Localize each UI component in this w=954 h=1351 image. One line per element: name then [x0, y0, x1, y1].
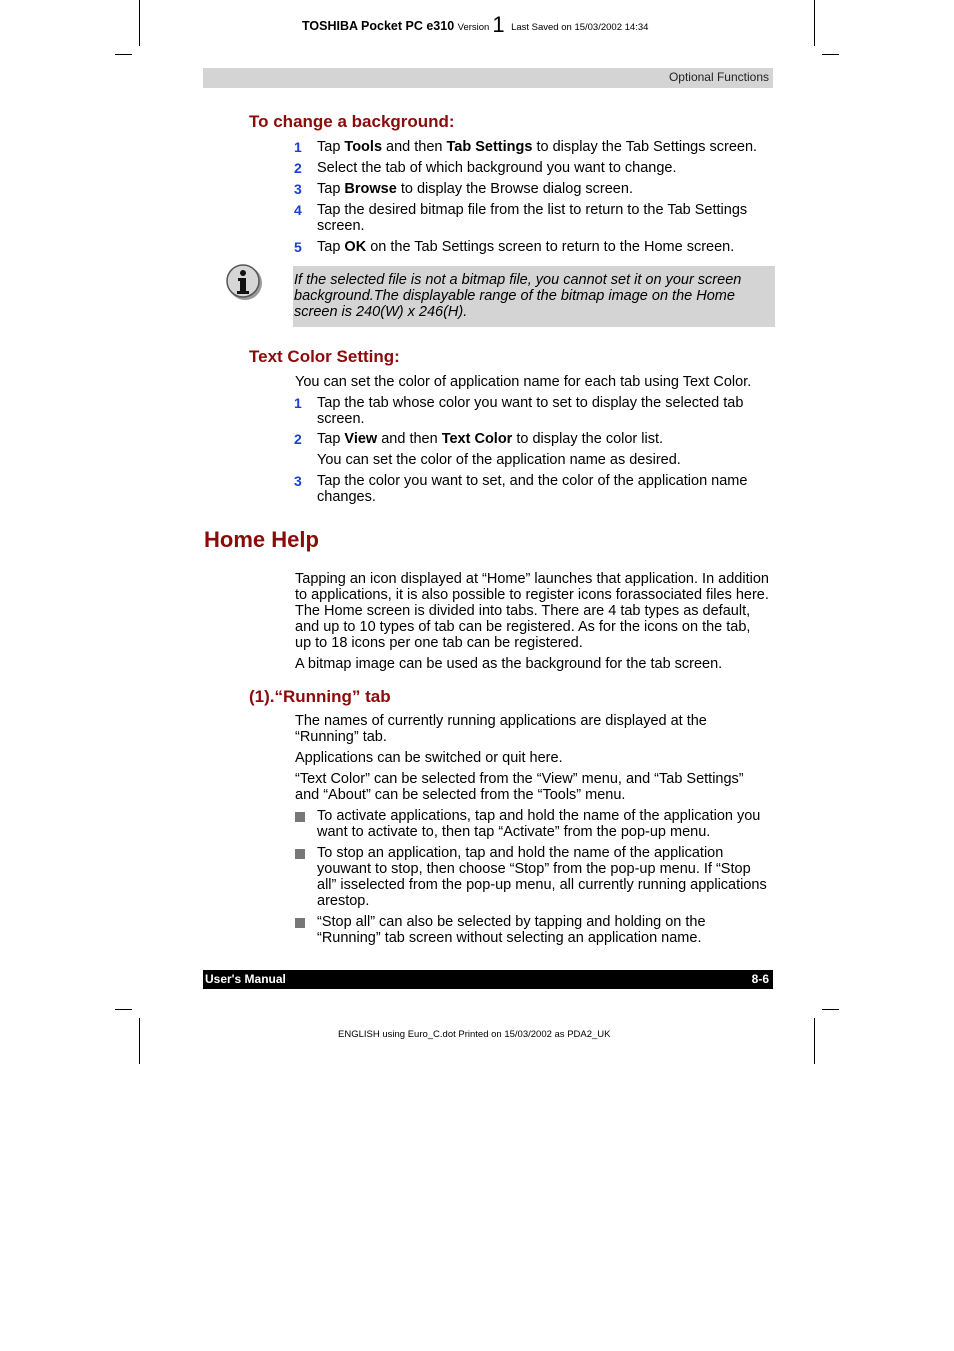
print-info: ENGLISH using Euro_C.dot Printed on 15/03/2002 as PDA2_UK — [338, 1029, 611, 1040]
paragraph: You can set the color of application name for each tab using Text Color. — [295, 374, 752, 390]
list-item: To stop an application, tap and hold the name of the application youwant to stop, then choose “Stop” from the pop-up menu. If “Stop all” isselected from the pop-up menu, all currently running applications arestop. — [317, 845, 767, 909]
crop-mark — [139, 1018, 140, 1064]
last-saved: Last Saved on 15/03/2002 14:34 — [511, 22, 649, 33]
section-heading-running-tab: (1).“Running” tab — [249, 687, 391, 706]
step-number: 4 — [294, 202, 302, 218]
section-heading-background: To change a background: — [249, 112, 455, 131]
footer-manual-label: User's Manual — [205, 972, 286, 986]
crop-mark — [814, 1018, 815, 1064]
crop-mark — [115, 54, 132, 55]
info-icon — [226, 264, 264, 302]
document-header — [302, 12, 648, 38]
step-number: 1 — [294, 139, 302, 155]
product-name: TOSHIBA Pocket PC e310 — [302, 19, 455, 33]
step-text: Tap OK on the Tab Settings screen to return to the Home screen. — [317, 239, 735, 255]
step-text: Tap the color you want to set, and the color of the application name changes. — [317, 473, 748, 505]
step-text: Tap Browse to display the Browse dialog screen. — [317, 181, 633, 197]
step-number: 1 — [294, 395, 302, 411]
paragraph: Tapping an icon displayed at “Home” launches that application. In addition to applications, it is also possible to register icons forassociated files here. The Home screen is divided into tabs. There are 4 tab types as default, and up to 10 types of tab can be registered. As for the icons on the tab, up to 18 icons per one tab can be registered. — [295, 571, 769, 651]
paragraph: A bitmap image can be used as the background for the tab screen. — [295, 656, 723, 672]
note-text: If the selected file is not a bitmap file, you cannot set it on your screen background.The displayable range of the bitmap image on the Home screen is 240(W) x 246(H). — [294, 272, 742, 320]
bullet-square — [295, 849, 305, 859]
step-text: Select the tab of which background you want to change. — [317, 160, 677, 176]
step-text: Tap the tab whose color you want to set to display the selected tab screen. — [317, 395, 744, 427]
page-number: 8-6 — [751, 972, 769, 986]
step-text: Tap the desired bitmap file from the list to return to the Tab Settings screen. — [317, 202, 748, 234]
step-text: You can set the color of the application name as desired. — [317, 452, 681, 468]
step-number: 2 — [294, 431, 302, 447]
crop-mark — [814, 0, 815, 46]
step-number: 3 — [294, 473, 302, 489]
crop-mark — [139, 0, 140, 46]
paragraph: Applications can be switched or quit here. — [295, 750, 563, 766]
step-number: 5 — [294, 239, 302, 255]
crop-mark — [822, 1009, 839, 1010]
bullet-square — [295, 812, 305, 822]
list-item: To activate applications, tap and hold the name of the application you want to activate to, then tap “Activate” from the pop-up menu. — [317, 808, 761, 840]
chapter-title: Optional Functions — [668, 70, 769, 84]
paragraph: The names of currently running applications are displayed at the “Running” tab. — [295, 713, 707, 745]
list-item: “Stop all” can also be selected by tapping and holding on the “Running” tab screen without selecting an application name. — [317, 914, 706, 946]
paragraph: “Text Color” can be selected from the “View” menu, and “Tab Settings” and “About” can be selected from the “Tools” menu. — [295, 771, 744, 803]
bullet-square — [295, 918, 305, 928]
step-number: 2 — [294, 160, 302, 176]
step-text: Tap View and then Text Color to display the color list. — [317, 431, 664, 447]
step-number: 3 — [294, 181, 302, 197]
chapter-heading-home-help: Home Help — [204, 527, 319, 552]
crop-mark — [115, 1009, 132, 1010]
footer-bar — [203, 970, 773, 989]
section-heading-text-color: Text Color Setting: — [249, 347, 400, 366]
step-text: Tap Tools and then Tab Settings to display the Tab Settings screen. — [317, 139, 758, 155]
version-number: 1 — [492, 12, 505, 37]
version-label: Version — [457, 22, 490, 33]
crop-mark — [822, 54, 839, 55]
chapter-bar — [203, 68, 773, 88]
